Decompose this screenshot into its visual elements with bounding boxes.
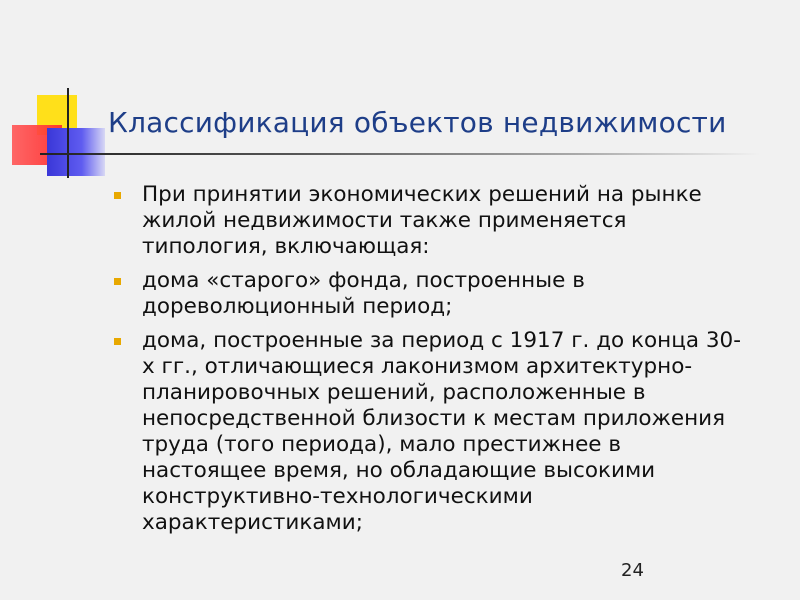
- bullet-text: При принятии экономических решений на рынке жилой недвижимости также применяется типология, включающая:: [142, 182, 702, 259]
- bullet-square-icon: [114, 338, 121, 345]
- vertical-line-decoration: [67, 88, 69, 178]
- page-number: 24: [621, 560, 644, 581]
- slide-logo-decoration: [0, 0, 120, 190]
- bullet-square-icon: [114, 278, 121, 285]
- slide-title: Классификация объектов недвижимости: [108, 106, 727, 139]
- bullet-list: [112, 182, 752, 544]
- title-underline: [40, 153, 760, 155]
- bullet-text: дома, построенные за период с 1917 г. до конца 30-х гг., отличающиеся лаконизмом архитектурно-планировочных решений, расположенные в непосредственной близости к местам приложения труда (того периода), мало престижнее в настоящее время, но обладающие высокими конструктивно-технологическими характеристиками;: [142, 328, 741, 535]
- bullet-item: [112, 328, 752, 536]
- bullet-text: дома «старого» фонда, построенные в дореволюционный период;: [142, 268, 585, 319]
- blue-square-decoration: [47, 128, 105, 176]
- bullet-square-icon: [114, 192, 121, 199]
- bullet-item: [112, 268, 752, 320]
- bullet-item: [112, 182, 752, 260]
